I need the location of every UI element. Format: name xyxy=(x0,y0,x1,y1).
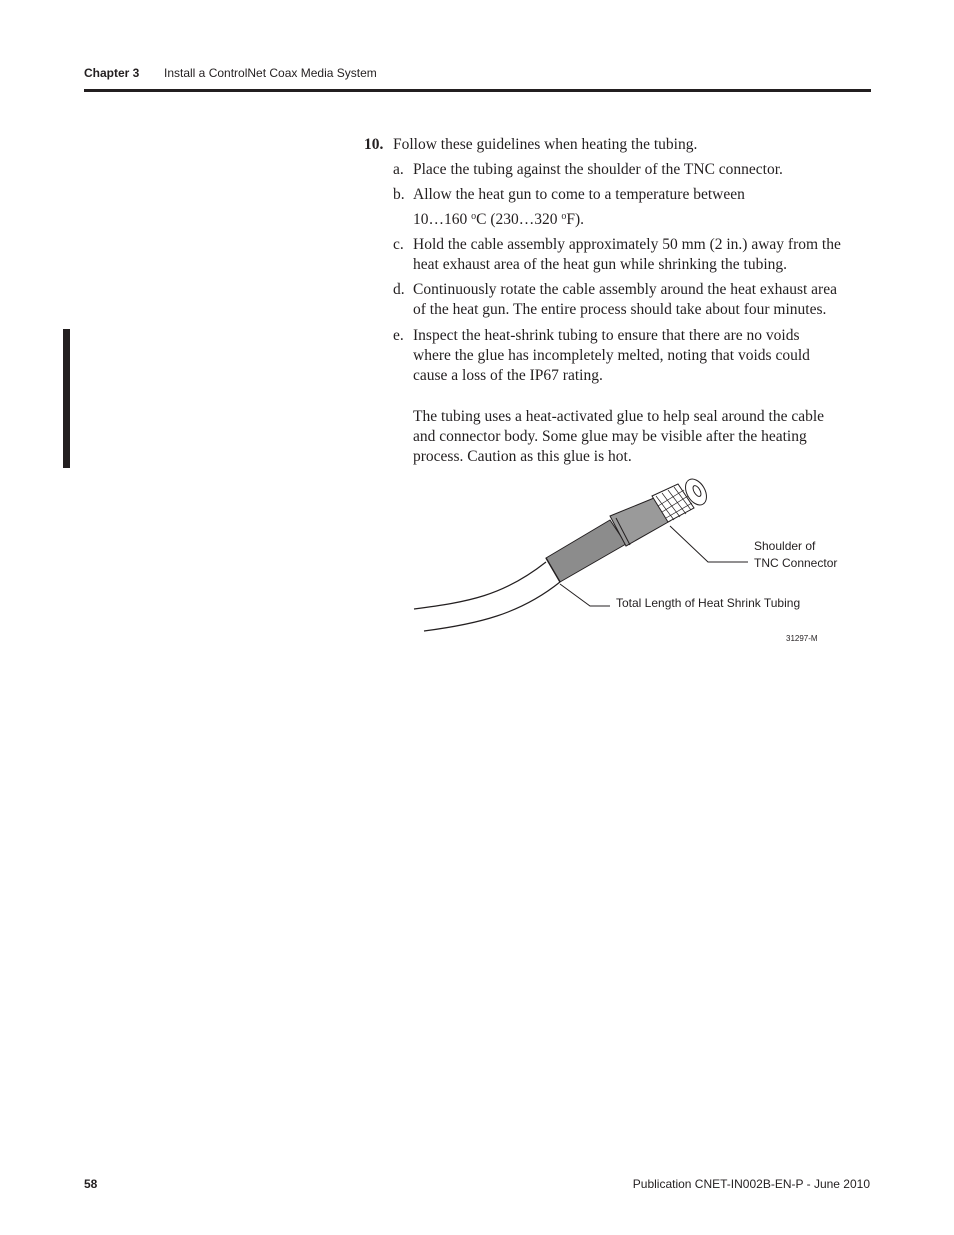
header-rule xyxy=(84,89,871,92)
substep-e-line-2: where the glue has incompletely melted, noting that voids could xyxy=(413,347,810,364)
substep-letter-a: a. xyxy=(393,161,404,178)
substep-b-temperature xyxy=(413,210,584,230)
substep-d-line-2: of the heat gun. The entire process should take about four minutes. xyxy=(413,301,827,318)
temp-fahrenheit-unit: F). xyxy=(566,211,585,228)
substep-letter-d: d. xyxy=(393,281,405,298)
leader-tubing xyxy=(560,584,610,606)
substep-letter-e: e. xyxy=(393,327,404,344)
substep-c-line-2: heat exhaust area of the heat gun while shrinking the tubing. xyxy=(413,256,788,273)
chapter-label: Chapter 3 xyxy=(84,66,140,80)
substep-letter-b: b. xyxy=(393,186,405,203)
substep-e-line-1: Inspect the heat-shrink tubing to ensure that there are no voids xyxy=(413,327,800,344)
publication-info: Publication CNET-IN002B-EN-P - June 2010 xyxy=(632,1177,870,1191)
degree-symbol: o xyxy=(471,211,477,222)
degree-symbol: o xyxy=(561,211,567,222)
heat-shrink-figure xyxy=(408,474,838,646)
chapter-title: Install a ControlNet Coax Media System xyxy=(164,66,377,80)
note-line-3: process. Caution as this glue is hot. xyxy=(413,448,632,465)
cable-body xyxy=(414,562,560,631)
temp-celsius-range: 10…160 xyxy=(413,211,468,228)
substep-e-line-3: cause a loss of the IP67 rating. xyxy=(413,367,603,384)
note-line-1: The tubing uses a heat-activated glue to help seal around the cable xyxy=(413,408,825,425)
substep-b-line-1: Allow the heat gun to come to a temperature between xyxy=(413,186,745,203)
step-number: 10. xyxy=(364,136,384,153)
label-shoulder-line-1: Shoulder of xyxy=(754,539,816,553)
page-number: 58 xyxy=(84,1177,98,1191)
figure-id: 31297-M xyxy=(786,634,818,643)
label-tubing: Total Length of Heat Shrink Tubing xyxy=(616,596,801,610)
note-line-2: and connector body. Some glue may be visible after the heating xyxy=(413,428,807,445)
label-shoulder-line-2: TNC Connector xyxy=(754,556,838,570)
change-bar xyxy=(63,329,70,468)
substep-c-line-1: Hold the cable assembly approximately 50 mm (2 in.) away from the xyxy=(413,236,841,253)
substep-d-line-1: Continuously rotate the cable assembly around the heat exhaust area xyxy=(413,281,837,298)
leader-shoulder xyxy=(670,526,748,562)
tubing-main xyxy=(546,520,626,582)
substep-letter-c: c. xyxy=(393,236,404,253)
step-text: Follow these guidelines when heating the tubing. xyxy=(393,136,698,153)
substep-a-line-1: Place the tubing against the shoulder of the TNC connector. xyxy=(413,161,783,178)
temp-celsius-unit: C (230…320 xyxy=(476,211,558,228)
